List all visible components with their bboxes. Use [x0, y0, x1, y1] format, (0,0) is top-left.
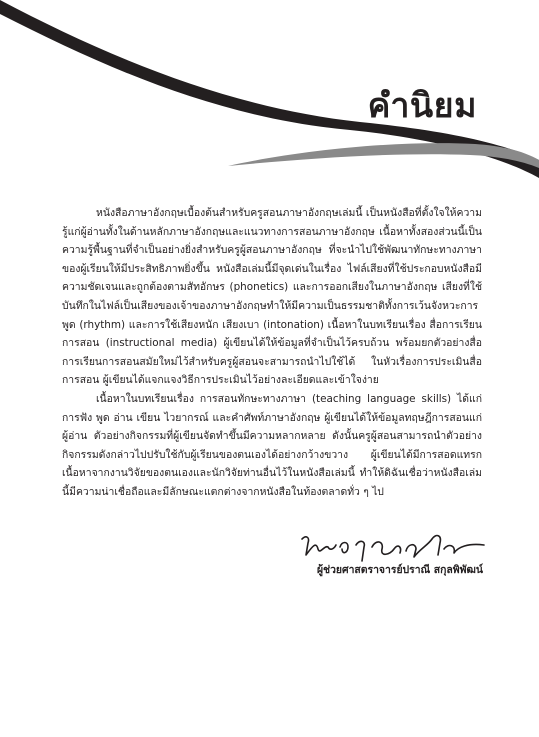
body-text	[62, 204, 482, 502]
paragraph-2: เนื้อหาในบทเรียนเรื่อง การสอนทักษะทางภาษา (teaching language skills) ได้แก่ การฟัง พูด อ่าน เขียน ไวยากรณ์ และคำศัพท์ภาษาอังกฤษ ผู้เขียนได้ให้ข้อมูลทฤษฎีการสอนแก่ผู้อ่าน ตัวอย่างกิจกรรมที่ผู้เขียนจัดทำขึ้นมีความหลากหลาย ดังนั้นครูผู้สอนสามารถนำตัวอย่างกิจกรรมดังกล่าวไปปรับใช้กับผู้เรียนของตนเองได้อย่างกว้างขวาง ผู้เขียนได้มีการสอดแทรกเนื้อหาจากงานวิจัยของตนเองและนักวิจัยท่านอื่นไว้ในหนังสือเล่มนี้ ทำให้ดิฉันเชื่อว่าหนังสือเล่มนี้มีความน่าเชื่อถือและมีลักษณะแตกต่างจากหนังสือในท้องตลาดทั่ว ๆ ไป	[62, 392, 482, 498]
paragraph-1: หนังสือภาษาอังกฤษเบื้องต้นสำหรับครูสอนภาษาอังกฤษเล่มนี้ เป็นหนังสือที่ตั้งใจให้ความรู้แก่ผู้อ่านทั้งในด้านหลักภาษาอังกฤษและแนวทางการสอนภาษาอังกฤษ เนื้อหาทั้งสองส่วนนี้เป็นความรู้พื้นฐานที่จำเป็นอย่างยิ่งสำหรับครูผู้สอนภาษาอังกฤษ ที่จะนำไปใช้พัฒนาทักษะทางภาษาของผู้เรียนให้มีประสิทธิภาพยิ่งขึ้น หนังสือเล่มนี้มีจุดเด่นในเรื่อง ไฟล์เสียงที่ใช้ประกอบหนังสือมีความชัดเจนและถูกต้องตามสัทอักษร (phonetics) และการออกเสียงในภาษาอังกฤษ เสียงที่ใช้บันทึกในไฟล์เป็นเสียงของเจ้าของภาษาอังกฤษทำให้มีความเป็นธรรมชาติทั้งการเว้นจังหวะการพูด (rhythm) และการใช้เสียงหนัก เสียงเบา (intonation) เนื้อหาในบทเรียนเรื่อง สื่อการเรียนการสอน (instructional media) ผู้เขียนได้ให้ข้อมูลที่จำเป็นไว้ครบถ้วน พร้อมยกตัวอย่างสื่อการเรียนการสอนสมัยใหม่ไว้สำหรับครูผู้สอนจะสามารถนำไปใช้ได้ ในหัวเรื่องการประเมินสื่อการสอน ผู้เขียนได้แจกแจงวิธีการประเมินไว้อย่างละเอียดและเข้าใจง่าย	[62, 207, 482, 387]
page-title: คำนิยม	[367, 86, 477, 126]
signer-name: ผู้ช่วยศาสตราจารย์ปราณี สกุลพิพัฒน์	[316, 564, 483, 576]
